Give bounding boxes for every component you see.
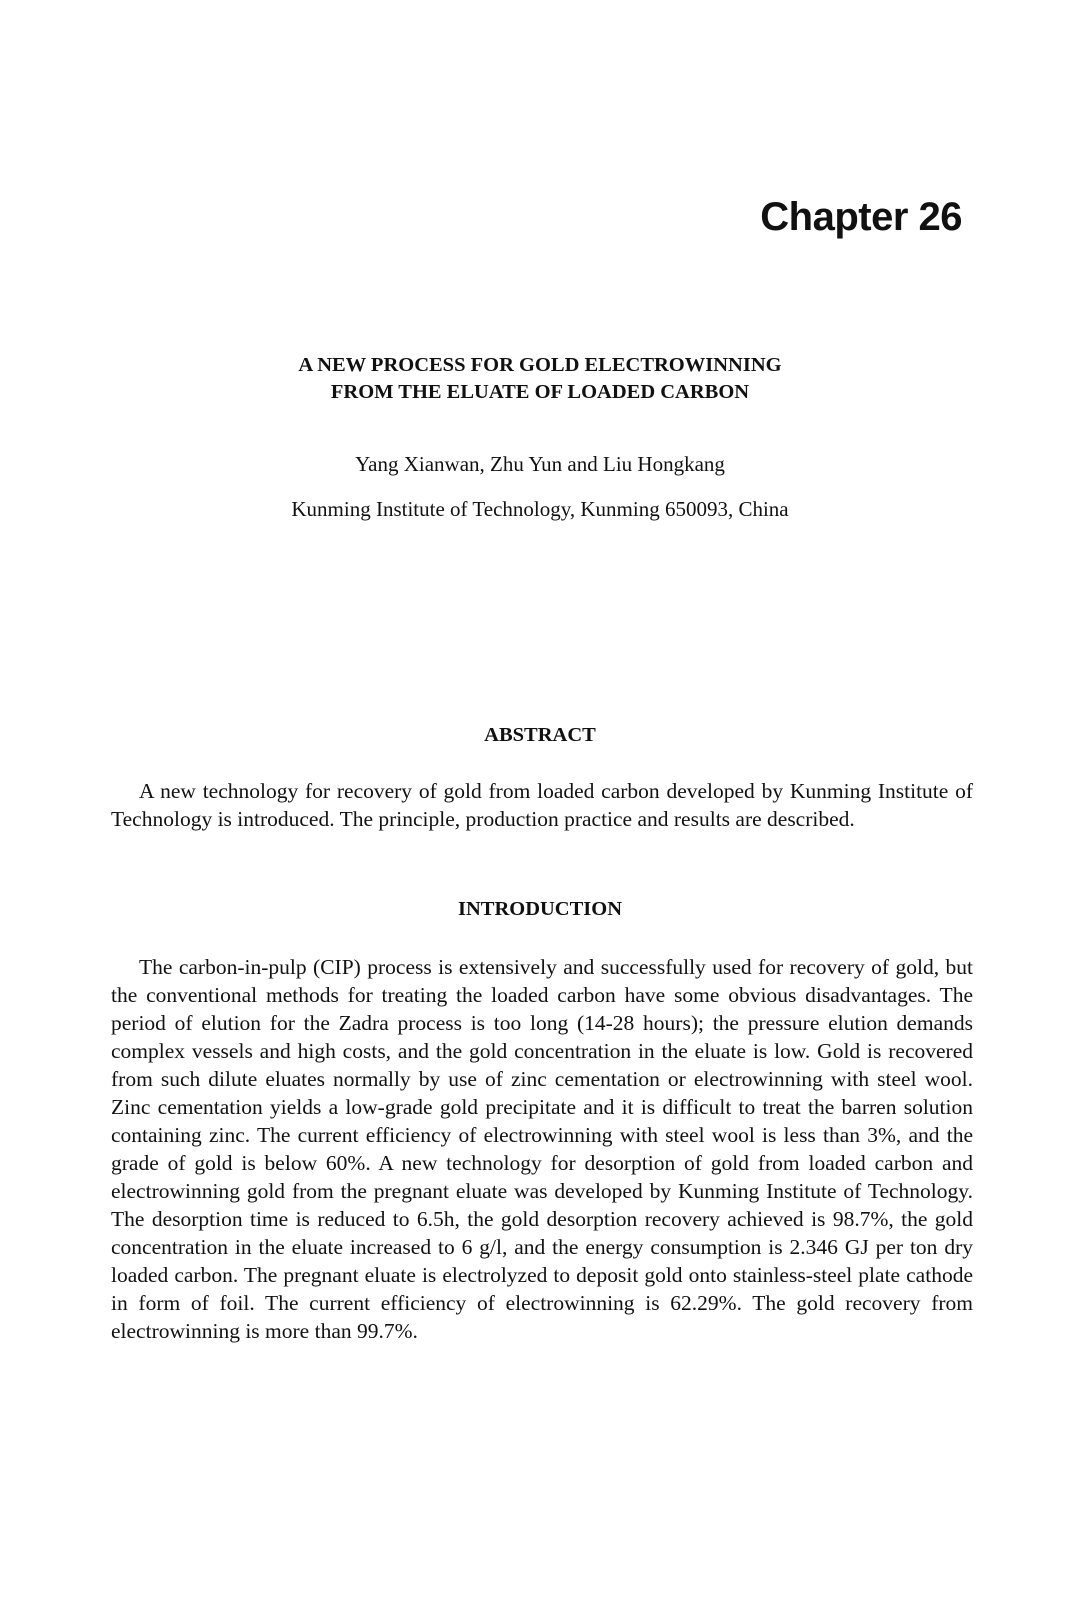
author-list: Yang Xianwan, Zhu Yun and Liu Hongkang bbox=[355, 452, 725, 476]
abstract-heading: ABSTRACT bbox=[484, 724, 596, 746]
author-affiliation: Kunming Institute of Technology, Kunming 650093, China bbox=[291, 497, 789, 521]
paper-title-line-2: FROM THE ELUATE OF LOADED CARBON bbox=[330, 381, 750, 403]
abstract-paragraph: A new technology for recovery of gold from loaded carbon developed by Kunming Institute of Technology is introduced. The principle, production practice and results are described. bbox=[111, 779, 973, 831]
chapter-label: Chapter 26 bbox=[760, 195, 962, 239]
paper-title bbox=[0, 352, 1080, 406]
paper-title-line-1: A NEW PROCESS FOR GOLD ELECTROWINNING bbox=[298, 354, 782, 376]
introduction-paragraph: The carbon-in-pulp (CIP) process is extensively and successfully used for recovery of gold, but the conventional methods for treating the loaded carbon have some obvious disadvantages. The period of elution for the Zadra process is too long (14-28 hours); the pressure elution demands complex vessels and high costs, and the gold concentration in the eluate is low. Gold is recovered from such dilute eluates normally by use of zinc cementation or electrowinning with steel wool. Zinc cementation yields a low-grade gold precipitate and it is difficult to treat the barren solution containing zinc. The current efficiency of electrowinning with steel wool is less than 3%, and the grade of gold is below 60%. A new technology for desorption of gold from loaded carbon and electrowinning gold from the pregnant eluate was developed by Kunming Institute of Technology. The desorption time is reduced to 6.5h, the gold desorption recovery achieved is 98.7%, the gold concentration in the eluate increased to 6 g/l, and the energy consumption is 2.346 GJ per ton dry loaded carbon. The pregnant eluate is electrolyzed to deposit gold onto stainless-steel plate cathode in form of foil. The current efficiency of electrowinning is 62.29%. The gold recovery from electrowinning is more than 99.7%. bbox=[111, 955, 973, 1343]
introduction-heading: INTRODUCTION bbox=[457, 898, 623, 920]
